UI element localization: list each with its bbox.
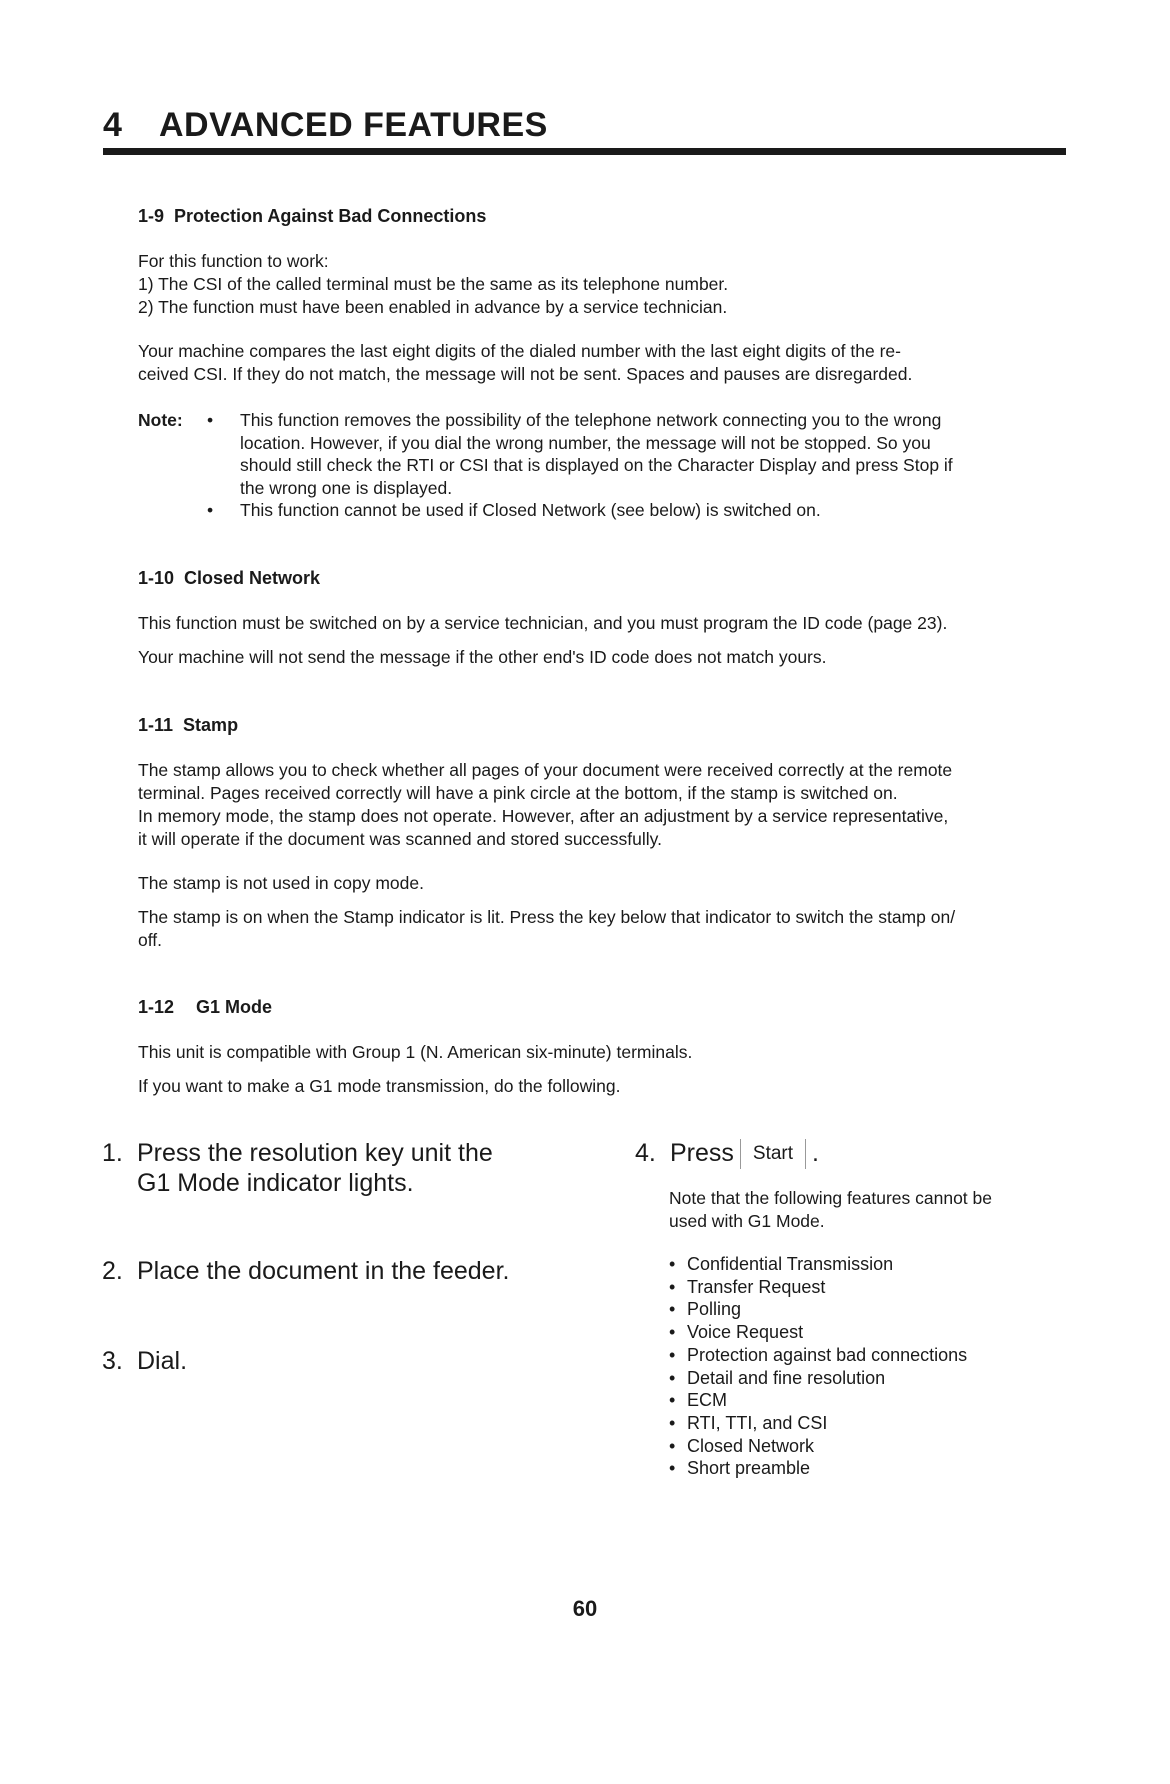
note-line: used with G1 Mode.	[669, 1210, 825, 1231]
feature-text: Voice Request	[687, 1322, 804, 1343]
paragraph-line: Your machine will not send the message if the other end's ID code does not match yours.	[138, 647, 827, 667]
paragraph-line: Your machine compares the last eight digits of the dialed number with the last eight digits of the re-	[138, 341, 901, 361]
paragraph-line: off.	[138, 930, 163, 950]
note-label: Note:	[138, 410, 183, 430]
g1-paragraph-2	[138, 1075, 1068, 1098]
chapter-title: ADVANCED FEATURES	[159, 106, 548, 144]
closed-network-paragraph-1	[138, 612, 1068, 635]
g1-paragraph-1	[138, 1041, 1068, 1064]
step-text-pre: Press	[670, 1139, 734, 1167]
g1-note	[669, 1187, 1069, 1232]
feature-item	[669, 1344, 1069, 1367]
page-number: 60	[572, 1596, 598, 1621]
bullet: •	[207, 410, 214, 430]
stamp-paragraph-2	[138, 872, 1068, 895]
section-number: 1-10	[138, 568, 175, 588]
section-heading-1-9	[138, 206, 486, 227]
start-key: Start	[740, 1139, 806, 1169]
bullet: •	[207, 500, 214, 520]
requirements-block	[138, 250, 1068, 319]
step-text	[137, 1138, 493, 1198]
section-title: Closed Network	[184, 568, 321, 588]
bullet: •	[669, 1254, 676, 1274]
feature-item	[669, 1389, 1069, 1412]
note-line: This function removes the possibility of the telephone network connecting you to the wrong	[240, 410, 942, 430]
step-text: Dial.	[137, 1347, 188, 1375]
requirement-1: 1) The CSI of the called terminal must be the same as its telephone number.	[138, 274, 729, 294]
feature-text: ECM	[687, 1390, 727, 1411]
g1-feature-list	[669, 1253, 1069, 1480]
paragraph-line: This function must be switched on by a service technician, and you must program the ID code (page 23).	[138, 613, 948, 633]
feature-text: Protection against bad connections	[687, 1344, 968, 1365]
feature-item	[669, 1298, 1069, 1321]
section-heading-1-10	[138, 568, 320, 589]
feature-item	[669, 1412, 1069, 1435]
note-list	[207, 409, 1067, 522]
section-title: G1 Mode	[196, 997, 273, 1017]
step-line: Press the resolution key unit the	[137, 1139, 493, 1167]
bullet: •	[669, 1435, 676, 1456]
paragraph-line: terminal. Pages received correctly will have a pink circle at the bottom, if the stamp is switched on.	[138, 783, 898, 803]
paragraph-line: The stamp allows you to check whether all pages of your document were received correctly at the remote	[138, 760, 953, 780]
note-line: location. However, if you dial the wrong number, the message will not be stopped. So you	[240, 432, 931, 453]
feature-item	[669, 1253, 1069, 1276]
paragraph-line: In memory mode, the stamp does not operate. However, after an adjustment by a service representative,	[138, 806, 949, 826]
bullet: •	[669, 1458, 676, 1479]
feature-item	[669, 1457, 1069, 1480]
requirement-2: 2) The function must have been enabled in advance by a service technician.	[138, 297, 728, 317]
note-line: should still check the RTI or CSI that is displayed on the Character Display and press Stop if	[240, 455, 953, 475]
bullet: •	[669, 1367, 676, 1388]
feature-item	[669, 1435, 1069, 1458]
bullet: •	[669, 1390, 676, 1411]
section-heading-1-11	[138, 715, 238, 736]
section-number: 1-9	[138, 206, 165, 226]
step-text	[670, 1138, 819, 1169]
paragraph-line: it will operate if the document was scanned and stored successfully.	[138, 829, 662, 849]
feature-text: Polling	[687, 1299, 742, 1320]
bullet: •	[669, 1276, 676, 1297]
section-number: 1-12	[138, 997, 175, 1017]
feature-item	[669, 1321, 1069, 1344]
stamp-paragraph-3	[138, 906, 1068, 952]
note-item	[207, 499, 1067, 522]
step-number: 4.	[635, 1139, 656, 1167]
feature-item	[669, 1276, 1069, 1299]
paragraph-line: The stamp is not used in copy mode.	[138, 873, 424, 893]
bullet: •	[669, 1299, 676, 1320]
closed-network-paragraph-2	[138, 646, 1068, 669]
chapter-number: 4	[103, 106, 123, 144]
feature-item	[669, 1367, 1069, 1390]
feature-text: Detail and fine resolution	[687, 1367, 886, 1388]
stamp-paragraph-1	[138, 759, 1068, 851]
heading-rule	[103, 148, 1066, 155]
paragraph-line: ceived CSI. If they do not match, the message will not be sent. Spaces and pauses are disregarded.	[138, 364, 913, 384]
step-text: Place the document in the feeder.	[137, 1257, 510, 1285]
bullet: •	[669, 1344, 676, 1365]
step-line: G1 Mode indicator lights.	[137, 1169, 414, 1197]
paragraph-line: This unit is compatible with Group 1 (N. American six-minute) terminals.	[138, 1042, 693, 1062]
step-text-post: .	[812, 1139, 819, 1167]
feature-text: Closed Network	[687, 1435, 815, 1456]
protection-paragraph	[138, 340, 1068, 386]
feature-text: RTI, TTI, and CSI	[687, 1412, 828, 1433]
note-line: Note that the following features cannot be	[669, 1188, 992, 1208]
note-item	[207, 409, 1067, 499]
feature-text: Short preamble	[687, 1458, 811, 1479]
step-number: 3.	[102, 1347, 123, 1375]
bullet: •	[669, 1322, 676, 1343]
feature-text: Transfer Request	[687, 1276, 826, 1297]
paragraph-line: The stamp is on when the Stamp indicator is lit. Press the key below that indicator to switch the stamp on/	[138, 907, 956, 927]
step-number: 1.	[102, 1139, 123, 1167]
chapter-heading	[103, 106, 548, 145]
section-title: Protection Against Bad Connections	[174, 206, 487, 226]
requirements-intro: For this function to work:	[138, 251, 329, 271]
section-heading-1-12	[138, 997, 272, 1018]
note-line: This function cannot be used if Closed Network (see below) is switched on.	[240, 500, 821, 520]
section-number: 1-11	[138, 715, 174, 735]
step-number: 2.	[102, 1257, 123, 1285]
feature-text: Confidential Transmission	[687, 1254, 894, 1274]
section-title: Stamp	[183, 715, 239, 735]
paragraph-line: If you want to make a G1 mode transmission, do the following.	[138, 1076, 621, 1096]
bullet: •	[669, 1412, 676, 1433]
note-line: the wrong one is displayed.	[240, 477, 453, 498]
